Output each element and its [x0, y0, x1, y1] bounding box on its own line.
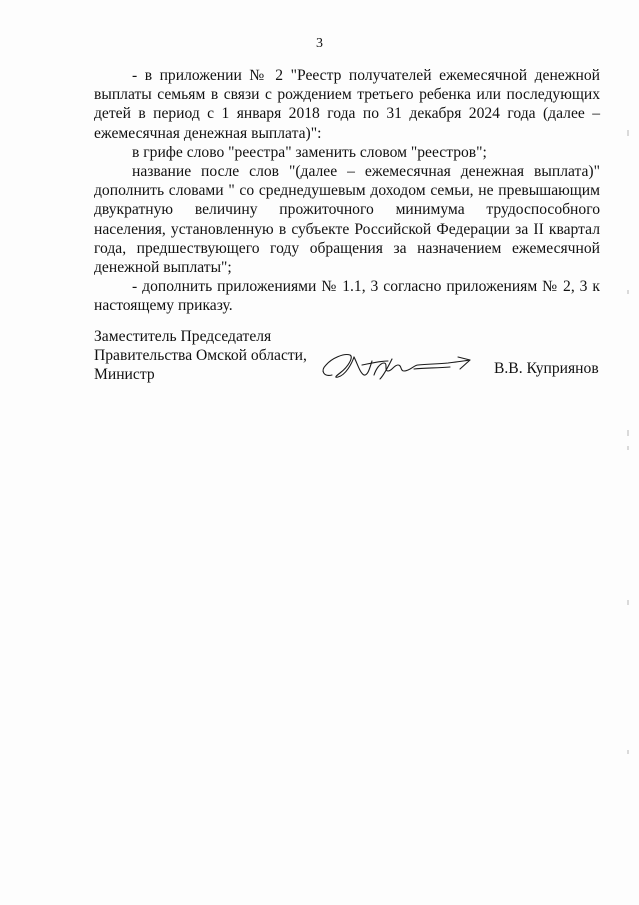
position-line: Правительства Омской области, [94, 347, 307, 364]
signatory-position [94, 327, 324, 384]
signatory-name: В.В. Куприянов [494, 360, 599, 377]
signature-block [94, 327, 604, 387]
position-line: Заместитель Председателя [94, 328, 272, 345]
scan-edge-marks [623, 0, 633, 905]
paragraph-stamp-replacement: в грифе слово "реестра" заменить словом "реестров"; [132, 143, 487, 161]
paragraph-appendix-2-amendment: - в приложении № 2 "Реестр получателей ежемесячной денежной выплаты семьям в связи с рождением третьего ребенка или последующих детей в период с 1 января 2018 года по 31 декабря 2024 года (далее – ежемесячная денежная выплата)": [94, 67, 600, 142]
position-line: Министр [94, 366, 155, 383]
paragraph-new-appendices: - дополнить приложениями № 1.1, 3 согласно приложениям № 2, 3 к настоящему приказу. [94, 278, 600, 315]
paragraph-title-addition: название после слов "(далее – ежемесячная денежная выплата)" дополнить словами " со среднедушевым доходом семьи, не превышающим двукратную величину прожиточного минимума трудоспособного населения, установленную в субъекте Российской Федерации за II квартал года, предшествующего году обращения за назначением ежемесячной денежной выплаты"; [94, 163, 600, 277]
document-body [94, 66, 600, 316]
page-number: 3 [316, 36, 323, 51]
handwritten-signature [318, 345, 478, 387]
